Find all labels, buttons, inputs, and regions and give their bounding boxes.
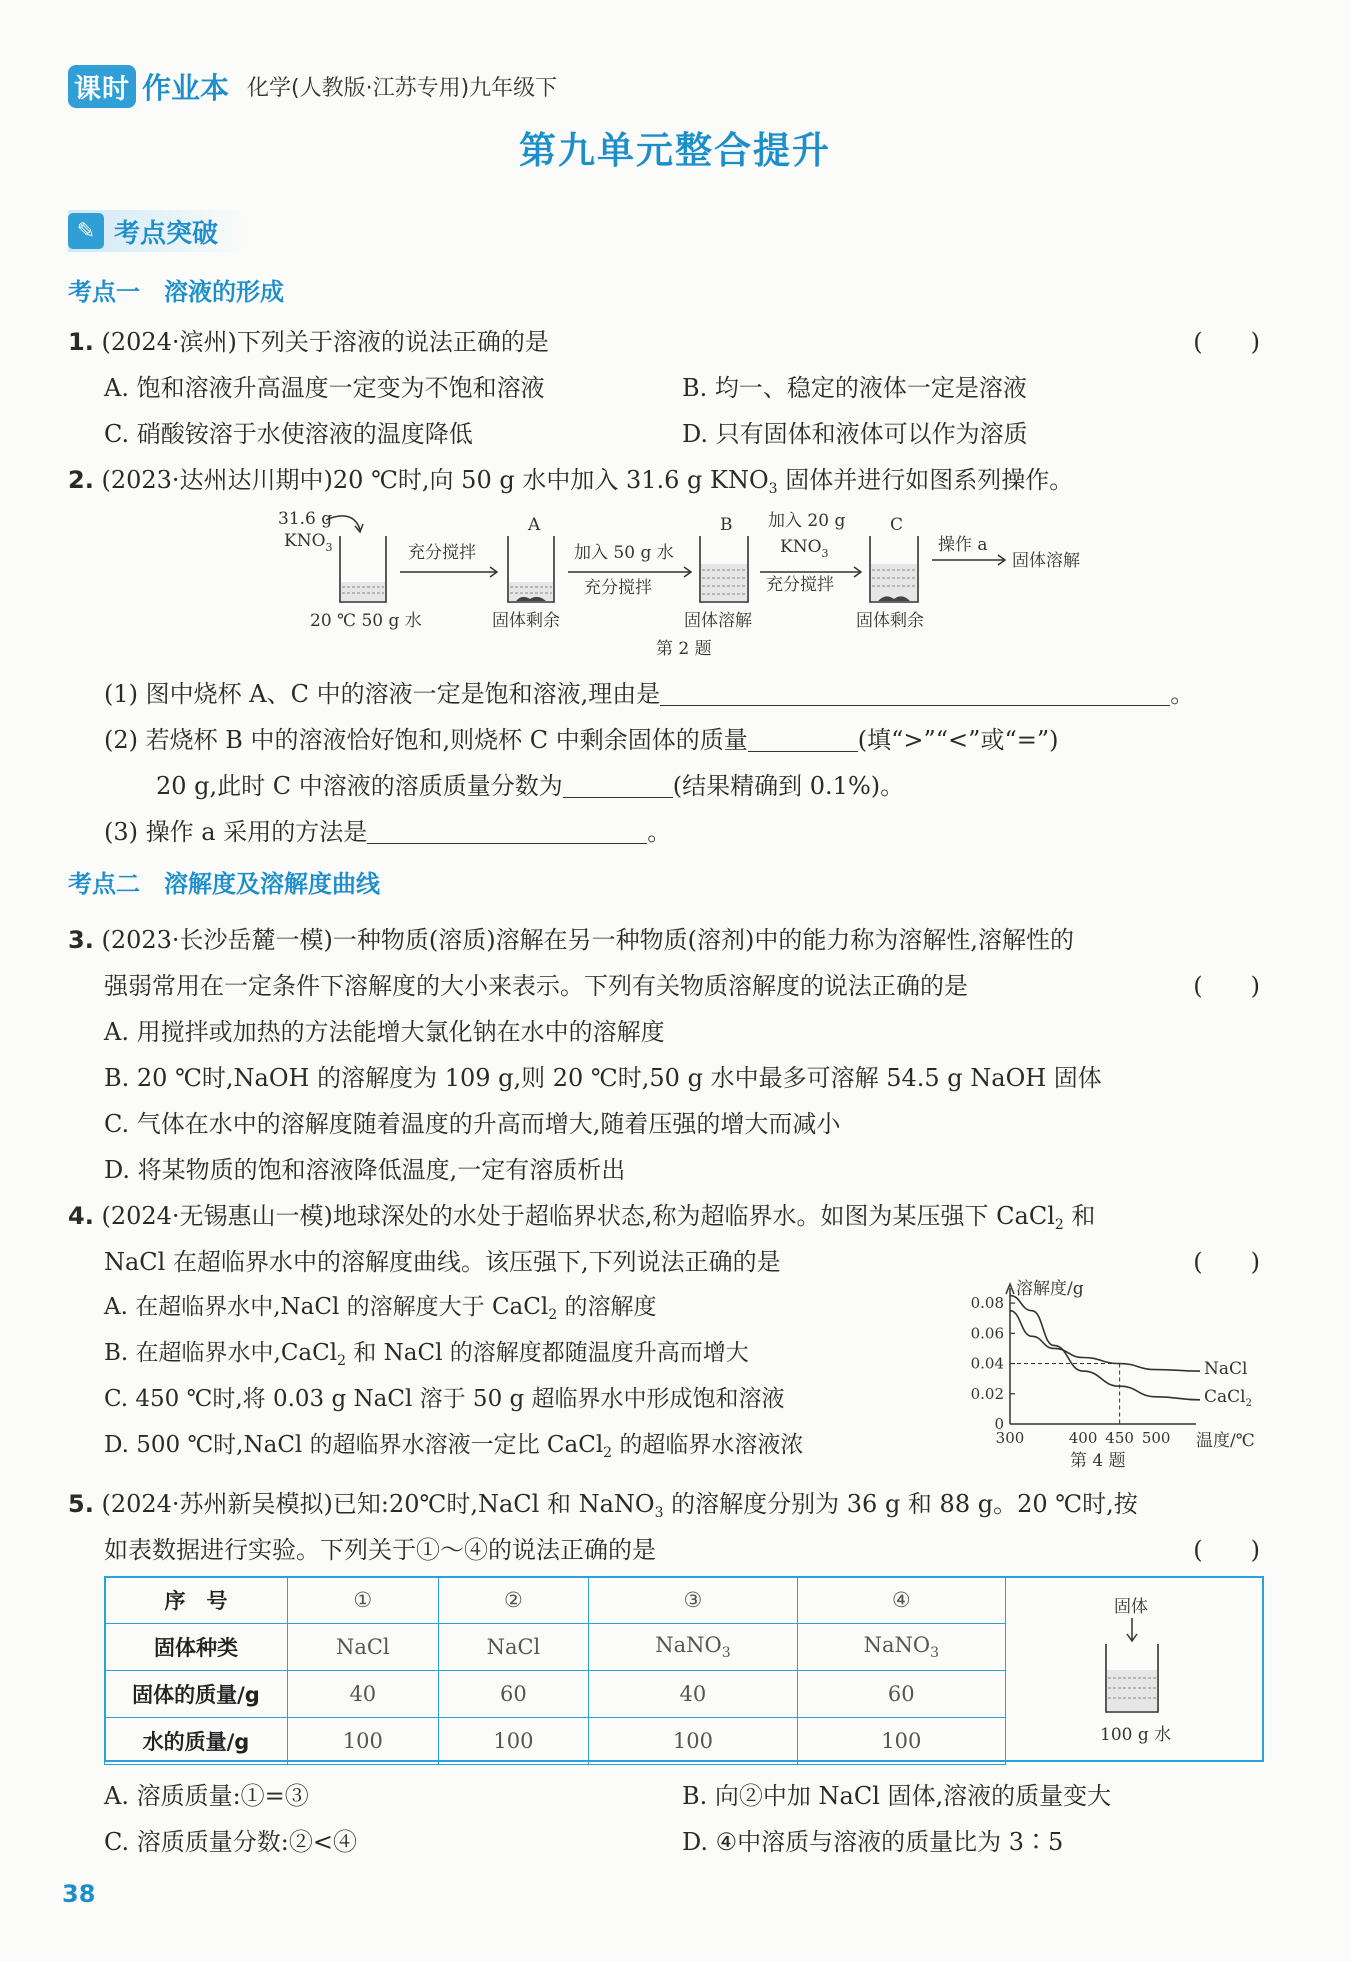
- answer-blank[interactable]: [563, 775, 673, 798]
- answer-blank[interactable]: [660, 683, 1170, 706]
- option-b: B. 均一、稳定的液体一定是溶液: [682, 374, 1027, 402]
- option-text-end: 的溶解度: [557, 1294, 657, 1320]
- x-tick-label: 450: [1105, 1429, 1134, 1447]
- subscript: 3: [654, 1505, 664, 1521]
- beaker-c: [870, 536, 918, 602]
- cell-text: NaNO: [863, 1633, 931, 1657]
- table-cell: 100: [438, 1718, 589, 1765]
- logo-badge: 课时: [68, 65, 136, 108]
- page-header: [68, 66, 557, 106]
- row-label: 水的质量/g: [105, 1718, 288, 1765]
- y-tick-label: 0.06: [970, 1324, 1004, 1343]
- question-3-stem-cont: 强弱常用在一定条件下溶解度的大小来表示。下列有关物质溶解度的说法正确的是: [104, 972, 968, 1000]
- question-2-stem: [68, 460, 1073, 497]
- page-title: 第九单元整合提升: [519, 128, 831, 172]
- question-text: (2023·长沙岳麓一模)一种物质(溶质)溶解在另一种物质(溶剂)中的能力称为溶解性,溶解性的: [101, 926, 1074, 954]
- question-2-part-3: [104, 812, 671, 847]
- y-tick-label: 0.04: [970, 1354, 1004, 1373]
- experiment-table: [104, 1576, 1006, 1765]
- beaker-b: [700, 536, 748, 602]
- x-tick-label: 500: [1141, 1429, 1171, 1447]
- option-text: A. 在超临界水中,NaCl 的溶解度大于 CaCl: [104, 1294, 549, 1320]
- step-2-label-bottom: 充分搅拌: [584, 578, 652, 598]
- part-text: (3) 操作 a 采用的方法是: [104, 818, 368, 846]
- question-text-end: 和: [1063, 1202, 1096, 1230]
- table-header: ①: [288, 1577, 439, 1624]
- cell-text: NaNO: [655, 1633, 722, 1657]
- substance-text: KNO: [780, 537, 822, 557]
- series-line-cacl2: [1010, 1296, 1200, 1400]
- option-c: C. 硝酸铵溶于水使溶液的温度降低: [104, 420, 473, 448]
- substance-text: KNO: [284, 531, 326, 551]
- table-cell: NaCl: [288, 1624, 439, 1671]
- option-text: D. 500 ℃时,NaCl 的超临界水溶液一定比 CaCl: [104, 1432, 604, 1458]
- question-3-stem: [68, 920, 1074, 955]
- page-number: 38: [62, 1880, 96, 1908]
- question-2-part-1: [104, 674, 1194, 709]
- answer-bracket: ( ): [1193, 1248, 1260, 1276]
- topic-heading-2: 考点二 溶解度及溶解度曲线: [68, 870, 380, 898]
- input-substance-label: [284, 531, 333, 554]
- table-header: ④: [797, 1577, 1005, 1624]
- option-c: C. 450 ℃时,将 0.03 g NaCl 溶于 50 g 超临界水中形成饱和溶液: [104, 1386, 785, 1412]
- x-axis-label: 温度/℃: [1196, 1431, 1255, 1451]
- option-a: A. 用搅拌或加热的方法能增大氯化钠在水中的溶解度: [104, 1018, 665, 1046]
- option-text-end: 的超临界水溶液浓: [612, 1432, 804, 1458]
- beaker-c-label: 固体剩余: [856, 611, 924, 631]
- option-a: [104, 1288, 656, 1323]
- table-header: ②: [438, 1577, 589, 1624]
- step-3-label-3: 充分搅拌: [766, 575, 834, 595]
- solubility-chart: [950, 1272, 1280, 1472]
- subscript: 2: [337, 1353, 347, 1369]
- table-header: 序 号: [105, 1577, 288, 1624]
- option-c: C. 溶质质量分数:②<④: [104, 1828, 357, 1856]
- part-text: 20 g,此时 C 中溶液的溶质质量分数为: [156, 772, 563, 800]
- table-row: [105, 1624, 1006, 1671]
- question-number: 1.: [68, 328, 94, 356]
- option-text-end: 和 NaCl 的溶解度都随温度升高而增大: [346, 1340, 749, 1366]
- y-tick-label: 0.08: [970, 1294, 1004, 1313]
- option-d: D. ④中溶质与溶液的质量比为 3∶5: [682, 1828, 1064, 1856]
- question-2-part-2: [104, 720, 1058, 755]
- subscript: 3: [325, 541, 333, 554]
- question-text: (2024·苏州新吴模拟)已知:20℃时,NaCl 和 NaNO: [101, 1490, 655, 1518]
- subject-label: 化学(人教版·江苏专用)九年级下: [247, 75, 558, 101]
- label-text: CaCl: [1204, 1387, 1246, 1407]
- part-text: (2) 若烧杯 B 中的溶液恰好饱和,则烧杯 C 中剩余固体的质量: [104, 726, 748, 754]
- option-d: [104, 1426, 803, 1461]
- topic-heading-1: 考点一 溶液的形成: [68, 278, 284, 306]
- punctuation: 。: [647, 818, 672, 846]
- subscript: 3: [768, 481, 778, 497]
- y-tick-label: 0: [994, 1415, 1004, 1433]
- question-5-stem: [68, 1484, 1138, 1521]
- row-label: 固体的质量/g: [105, 1671, 288, 1718]
- start-label: 20 ℃ 50 g 水: [310, 611, 422, 631]
- question-number: 2.: [68, 466, 94, 494]
- option-d: D. 只有固体和液体可以作为溶质: [682, 420, 1028, 448]
- table-cell: 100: [288, 1718, 439, 1765]
- x-tick-label: 300: [995, 1429, 1025, 1447]
- solid-label: 固体: [1114, 1597, 1148, 1617]
- answer-bracket: ( ): [1193, 972, 1260, 1000]
- beaker-a-label: 固体剩余: [492, 611, 560, 631]
- table-cell: 40: [589, 1671, 797, 1718]
- beaker-start: [340, 536, 386, 602]
- water: [1107, 1670, 1157, 1711]
- question-2-part-2-cont: [156, 766, 904, 801]
- answer-bracket: ( ): [1193, 328, 1260, 356]
- question-4-stem-cont: NaCl 在超临界水中的溶解度曲线。该压强下,下列说法正确的是: [104, 1248, 781, 1276]
- nacl-curve-label: NaCl: [1204, 1359, 1248, 1379]
- water-label: 100 g 水: [1100, 1725, 1172, 1745]
- option-c: C. 气体在水中的溶解度随着温度的升高而增大,随着压强的增大而减小: [104, 1110, 841, 1138]
- option-a: A. 饱和溶液升高温度一定变为不饱和溶液: [104, 374, 545, 402]
- table-row: [105, 1577, 1006, 1624]
- question-4-stem: [68, 1196, 1095, 1233]
- series-line-nacl: [1010, 1311, 1200, 1371]
- diagram-caption: 第 2 题: [656, 639, 712, 659]
- end-label: 固体溶解: [1012, 551, 1080, 571]
- punctuation: 。: [1170, 680, 1195, 708]
- subscript: 3: [721, 1645, 731, 1661]
- question-text: (2024·滨州)下列关于溶液的说法正确的是: [101, 328, 549, 356]
- question-text-end: 的溶解度分别为 36 g 和 88 g。20 ℃时,按: [663, 1490, 1138, 1518]
- table-side-beaker: [1006, 1578, 1262, 1760]
- table-cell: [797, 1624, 1005, 1671]
- row-label: 固体种类: [105, 1624, 288, 1671]
- beaker-c-letter: C: [890, 515, 904, 535]
- table-row: [105, 1671, 1006, 1718]
- step-1-label: 充分搅拌: [408, 543, 476, 563]
- table-row: [105, 1718, 1006, 1765]
- cacl2-curve-label: [1204, 1387, 1252, 1409]
- question-number: 5.: [68, 1490, 94, 1518]
- option-a: A. 溶质质量:①=③: [104, 1782, 309, 1810]
- table-cell: [589, 1624, 797, 1671]
- y-axis-label: 溶解度/g: [1016, 1279, 1084, 1299]
- option-b: [104, 1334, 749, 1369]
- table-cell: NaCl: [438, 1624, 589, 1671]
- book-logo: [68, 65, 229, 108]
- step-3-label-2: [780, 537, 829, 560]
- x-tick-label: 400: [1068, 1429, 1098, 1447]
- table-cell: 100: [797, 1718, 1005, 1765]
- beaker-a: [508, 536, 554, 602]
- answer-bracket: ( ): [1193, 1536, 1260, 1564]
- part-text: (1) 图中烧杯 A、C 中的溶液一定是饱和溶液,理由是: [104, 680, 661, 708]
- table-cell: 60: [438, 1671, 589, 1718]
- subscript: 2: [548, 1307, 558, 1323]
- option-b: B. 20 ℃时,NaOH 的溶解度为 109 g,则 20 ℃时,50 g 水中最多可溶解 54.5 g NaOH 固体: [104, 1064, 1102, 1092]
- question-text: (2023·达州达川期中)20 ℃时,向 50 g 水中加入 31.6 g KNO: [101, 466, 769, 494]
- part-text-end: (结果精确到 0.1%)。: [672, 772, 905, 800]
- logo-book-name: 作业本: [142, 70, 230, 105]
- y-tick-label: 0.02: [970, 1384, 1004, 1403]
- beaker-b-label: 固体溶解: [684, 611, 752, 631]
- table-cell: 100: [589, 1718, 797, 1765]
- table-header: ③: [589, 1577, 797, 1624]
- option-d: D. 将某物质的饱和溶液降低温度,一定有溶质析出: [104, 1156, 626, 1184]
- beaker-b-letter: B: [720, 515, 733, 535]
- subscript: 2: [603, 1445, 613, 1461]
- subscript: 2: [1245, 1398, 1252, 1409]
- experiment-diagram: [260, 502, 1120, 662]
- question-text: (2024·无锡惠山一模)地球深处的水处于超临界状态,称为超临界水。如图为某压强下 CaCl: [101, 1202, 1055, 1230]
- question-1-stem: [68, 322, 549, 357]
- answer-blank[interactable]: [748, 729, 858, 752]
- step-4-label: 操作 a: [938, 535, 988, 555]
- input-mass-label: 31.6 g: [278, 509, 333, 529]
- table-cell: 60: [797, 1671, 1005, 1718]
- section-label: 考点突破: [114, 218, 219, 249]
- part-text-end: (填“>”“<”或“=”): [857, 726, 1059, 754]
- answer-blank[interactable]: [367, 821, 647, 844]
- question-number: 4.: [68, 1202, 94, 1230]
- beaker-a-letter: A: [528, 515, 541, 535]
- table-cell: 40: [288, 1671, 439, 1718]
- section-banner: [68, 210, 248, 252]
- step-2-label-top: 加入 50 g 水: [574, 543, 674, 563]
- experiment-table-frame: [104, 1576, 1264, 1762]
- step-3-label-1: 加入 20 g: [768, 511, 846, 531]
- option-text: B. 在超临界水中,CaCl: [104, 1340, 338, 1366]
- subscript: 2: [1054, 1217, 1064, 1233]
- edit-icon: ✎: [68, 213, 104, 249]
- question-5-stem-cont: 如表数据进行实验。下列关于①～④的说法正确的是: [104, 1536, 656, 1564]
- subscript: 3: [930, 1645, 939, 1661]
- subscript: 3: [821, 547, 829, 560]
- option-b: B. 向②中加 NaCl 固体,溶液的质量变大: [682, 1782, 1112, 1810]
- question-number: 3.: [68, 926, 94, 954]
- question-text-end: 固体并进行如图系列操作。: [785, 466, 1074, 494]
- chart-caption: 第 4 题: [1070, 1451, 1126, 1471]
